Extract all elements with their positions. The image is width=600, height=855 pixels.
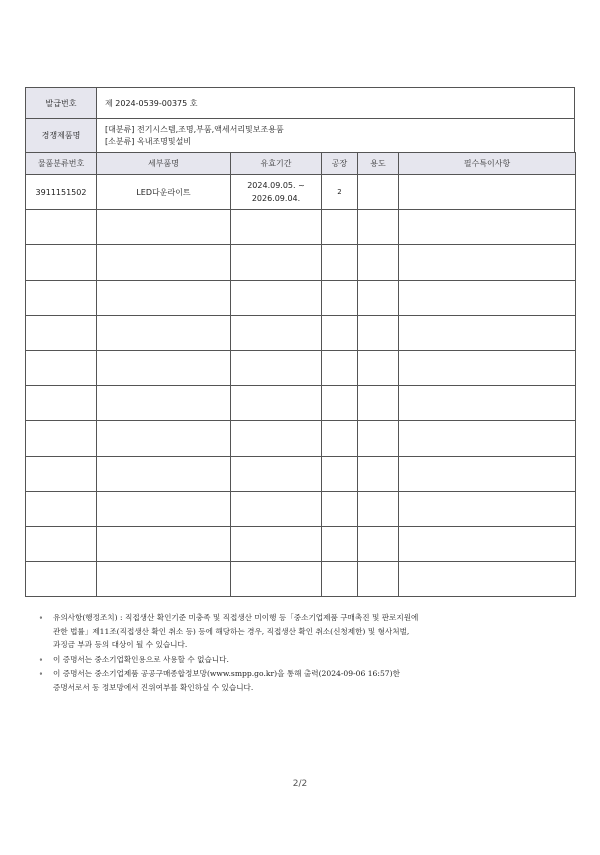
empty-cell (358, 350, 399, 385)
empty-cell (399, 562, 576, 597)
notes-section (39, 611, 569, 695)
table-row-empty (26, 421, 576, 456)
empty-cell (358, 386, 399, 421)
empty-cell (97, 491, 231, 526)
header-plant: 공장 (322, 153, 358, 175)
empty-cell (399, 280, 576, 315)
category-minor: [소분류] 옥내조명및설비 (105, 137, 192, 146)
note-verification (39, 667, 569, 694)
empty-cell (97, 421, 231, 456)
empty-cell (231, 245, 322, 280)
remarks-cell (399, 175, 576, 210)
empty-cell (399, 456, 576, 491)
empty-cell (399, 526, 576, 561)
empty-cell (231, 350, 322, 385)
empty-cell (322, 245, 358, 280)
table-row-empty (26, 526, 576, 561)
empty-cell (97, 280, 231, 315)
header-item-name: 세부품명 (97, 153, 231, 175)
empty-cell (97, 315, 231, 350)
empty-cell (26, 491, 97, 526)
bullet-icon: ∘ (39, 613, 43, 622)
table-row-empty (26, 210, 576, 245)
table-row-empty (26, 456, 576, 491)
item-name-cell: LED다운라이트 (97, 175, 231, 210)
empty-cell (26, 210, 97, 245)
empty-cell (26, 280, 97, 315)
empty-cell (322, 386, 358, 421)
empty-cell (322, 526, 358, 561)
header-usage: 용도 (358, 153, 399, 175)
valid-from: 2024.09.05. ~ (247, 181, 305, 191)
competitive-product-value (97, 119, 575, 154)
table-row-empty (26, 491, 576, 526)
empty-cell (97, 562, 231, 597)
empty-cell (231, 491, 322, 526)
empty-cell (358, 491, 399, 526)
note-line: 이 증명서는 중소기업확인용으로 사용할 수 없습니다. (53, 654, 229, 664)
note-line: 유의사항(행정조치) : 직접생산 확인기준 미충족 및 직접생산 미이행 등「중소기업제품 구매촉진 및 판로지원에 (53, 613, 419, 622)
empty-cell (322, 210, 358, 245)
empty-cell (358, 315, 399, 350)
empty-cell (358, 526, 399, 561)
note-legal-warning (39, 611, 569, 652)
empty-cell (231, 280, 322, 315)
empty-cell (97, 526, 231, 561)
note-usage-restriction (39, 653, 569, 667)
valid-period-cell (231, 175, 322, 210)
empty-cell (26, 350, 97, 385)
note-line: 이 증명서는 중소기업제품 공공구매종합정보망(www.smpp.go.kr)을 통해 출력(2024-09-06 16:57)한 (53, 669, 400, 678)
competitive-product-label: 경쟁제품명 (26, 119, 97, 154)
table-row-empty (26, 350, 576, 385)
empty-cell (231, 386, 322, 421)
table-row-empty (26, 245, 576, 280)
empty-cell (26, 245, 97, 280)
issue-number-value: 제 2024-0539-00375 호 (97, 88, 575, 119)
table-row-empty (26, 562, 576, 597)
empty-cell (322, 562, 358, 597)
empty-cell (322, 350, 358, 385)
empty-cell (399, 315, 576, 350)
empty-cell (97, 456, 231, 491)
empty-cell (231, 421, 322, 456)
note-line: 관한 법률」제11조(직접생산 확인 취소 등) 등에 해당하는 경우, 직접생산 확인 취소(신청제한) 및 형사처벌, (53, 626, 410, 636)
header-valid-period: 유효기간 (231, 153, 322, 175)
valid-to: 2026.09.04. (251, 194, 301, 204)
bullet-icon: ∘ (39, 654, 43, 664)
category-major: [대분류] 전기시스템,조명,부품,액세서리및보조용품 (105, 125, 284, 134)
empty-cell (26, 421, 97, 456)
usage-cell (358, 175, 399, 210)
empty-cell (26, 526, 97, 561)
empty-cell (399, 386, 576, 421)
empty-cell (322, 421, 358, 456)
empty-cell (97, 210, 231, 245)
page-number: 2/2 (292, 779, 308, 789)
empty-cell (231, 526, 322, 561)
empty-cell (322, 315, 358, 350)
empty-cell (322, 491, 358, 526)
empty-cell (97, 245, 231, 280)
empty-cell (231, 562, 322, 597)
table-row-empty (26, 280, 576, 315)
empty-cell (358, 456, 399, 491)
empty-cell (26, 386, 97, 421)
empty-cell (231, 315, 322, 350)
header-remarks: 필수특이사항 (399, 153, 576, 175)
class-code-cell: 3911151502 (26, 175, 97, 210)
table-row-empty (26, 386, 576, 421)
issue-number-label: 발급번호 (26, 88, 97, 119)
empty-cell (26, 562, 97, 597)
empty-cell (399, 350, 576, 385)
product-items-table (25, 152, 576, 597)
header-class-code: 물품분류번호 (26, 153, 97, 175)
empty-cell (358, 280, 399, 315)
note-line: 과징금 부과 등의 대상이 될 수 있습니다. (53, 640, 188, 649)
note-line: 증명서로서 동 정보망에서 진위여부를 확인하실 수 있습니다. (53, 682, 254, 692)
empty-cell (26, 456, 97, 491)
empty-cell (322, 456, 358, 491)
empty-cell (231, 210, 322, 245)
empty-cell (358, 245, 399, 280)
empty-cell (97, 386, 231, 421)
empty-cell (399, 245, 576, 280)
table-row-empty (26, 315, 576, 350)
empty-cell (26, 315, 97, 350)
empty-cell (322, 280, 358, 315)
table-header-row (26, 153, 576, 175)
table-row (26, 175, 576, 210)
certificate-info-table (25, 87, 575, 154)
bullet-icon: ∘ (39, 669, 43, 678)
empty-cell (358, 210, 399, 245)
plant-cell: 2 (322, 175, 358, 210)
empty-cell (399, 421, 576, 456)
empty-cell (399, 210, 576, 245)
empty-cell (358, 562, 399, 597)
empty-cell (97, 350, 231, 385)
empty-cell (231, 456, 322, 491)
empty-cell (358, 421, 399, 456)
empty-cell (399, 491, 576, 526)
